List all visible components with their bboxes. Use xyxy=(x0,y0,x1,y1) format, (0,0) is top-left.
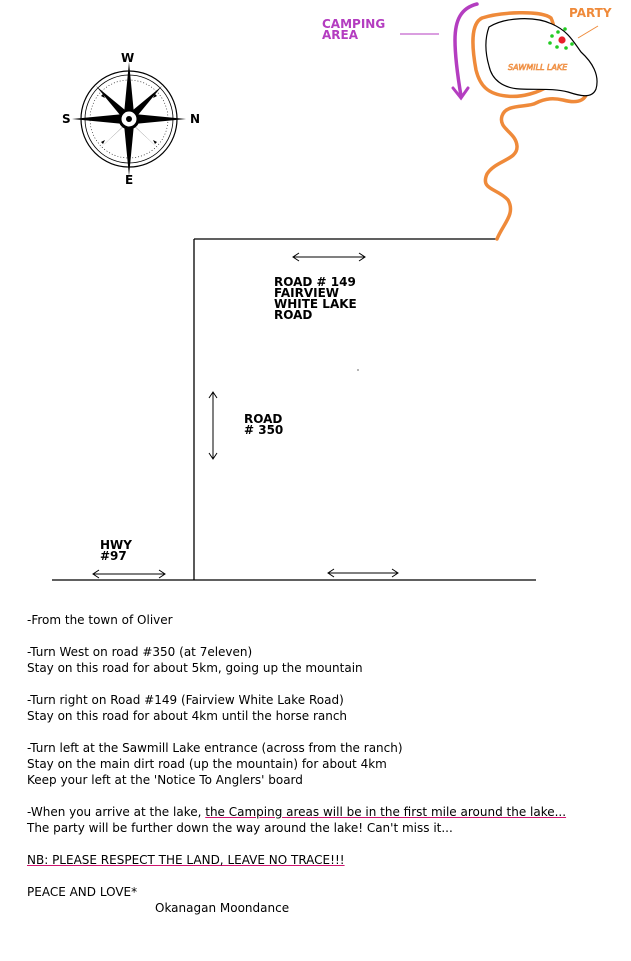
road-149-label xyxy=(274,277,357,321)
party-label: PARTY xyxy=(569,6,612,20)
road-149-label-line-2: FAIRVIEW xyxy=(274,286,339,300)
lake-label: SAWMILL LAKE xyxy=(508,63,568,72)
double-arrow-icon xyxy=(293,253,365,261)
compass-label-north: N xyxy=(190,112,201,126)
direction-step-1: -Turn West on road #350 (at 7eleven) xyxy=(27,645,253,659)
double-arrow-icon xyxy=(328,569,398,577)
stray-dot xyxy=(357,369,358,370)
direction-step-4-party: The party will be further down the way around the lake! Can't miss it... xyxy=(27,821,453,835)
directions xyxy=(27,612,627,916)
road-149-label-line-3: WHITE LAKE xyxy=(274,297,357,311)
road-350-label-line-2: # 350 xyxy=(244,423,284,437)
direction-step-3-note: Keep your left at the 'Notice To Anglers' board xyxy=(27,773,303,787)
double-arrow-icon xyxy=(93,570,165,578)
compass-rose-icon xyxy=(72,62,186,176)
sawmill-lake-shape xyxy=(486,19,597,96)
direction-step-4-prefix: -When you arrive at the lake, xyxy=(27,805,206,819)
signature: Okanagan Moondance xyxy=(155,901,290,915)
signoff: PEACE AND LOVE* xyxy=(27,885,138,899)
direction-step-3: -Turn left at the Sawmill Lake entrance (across from the ranch) xyxy=(27,741,403,755)
camping-area-label xyxy=(322,19,385,41)
camping-area-label-line-1: CAMPING xyxy=(322,17,386,31)
hwy-97-label-line-1: HWY xyxy=(100,538,132,552)
road-350-label xyxy=(244,414,283,436)
compass-label-west: W xyxy=(121,51,135,65)
road-149-label-line-4: ROAD xyxy=(274,308,313,322)
camping-area-label-line-2: AREA xyxy=(322,28,359,42)
hwy-97-label xyxy=(100,540,132,562)
double-arrow-icon xyxy=(209,392,217,459)
direction-step-2: -Turn right on Road #149 (Fairview White Lake Road) xyxy=(27,693,344,707)
compass-label-east: E xyxy=(125,173,134,187)
compass-label-south: S xyxy=(62,112,71,126)
direction-step-1-detail: Stay on this road for about 5km, going up the mountain xyxy=(27,661,363,675)
direction-step-4 xyxy=(27,804,627,820)
direction-step-2-detail: Stay on this road for about 4km until the horse ranch xyxy=(27,709,348,723)
direction-step-4-camping: the Camping areas will be in the first mile around the lake... xyxy=(205,805,567,819)
direction-start: -From the town of Oliver xyxy=(27,613,173,627)
road-149-label-line-1: ROAD # 149 xyxy=(274,275,356,289)
hwy-97-label-line-2: #97 xyxy=(100,549,127,563)
leave-no-trace-note: NB: PLEASE RESPECT THE LAND, LEAVE NO TRACE!!! xyxy=(27,853,345,867)
party-leader-line xyxy=(578,26,598,38)
road-350-label-line-1: ROAD xyxy=(244,412,283,426)
direction-step-3-detail: Stay on the main dirt road (up the mountain) for about 4km xyxy=(27,757,387,771)
